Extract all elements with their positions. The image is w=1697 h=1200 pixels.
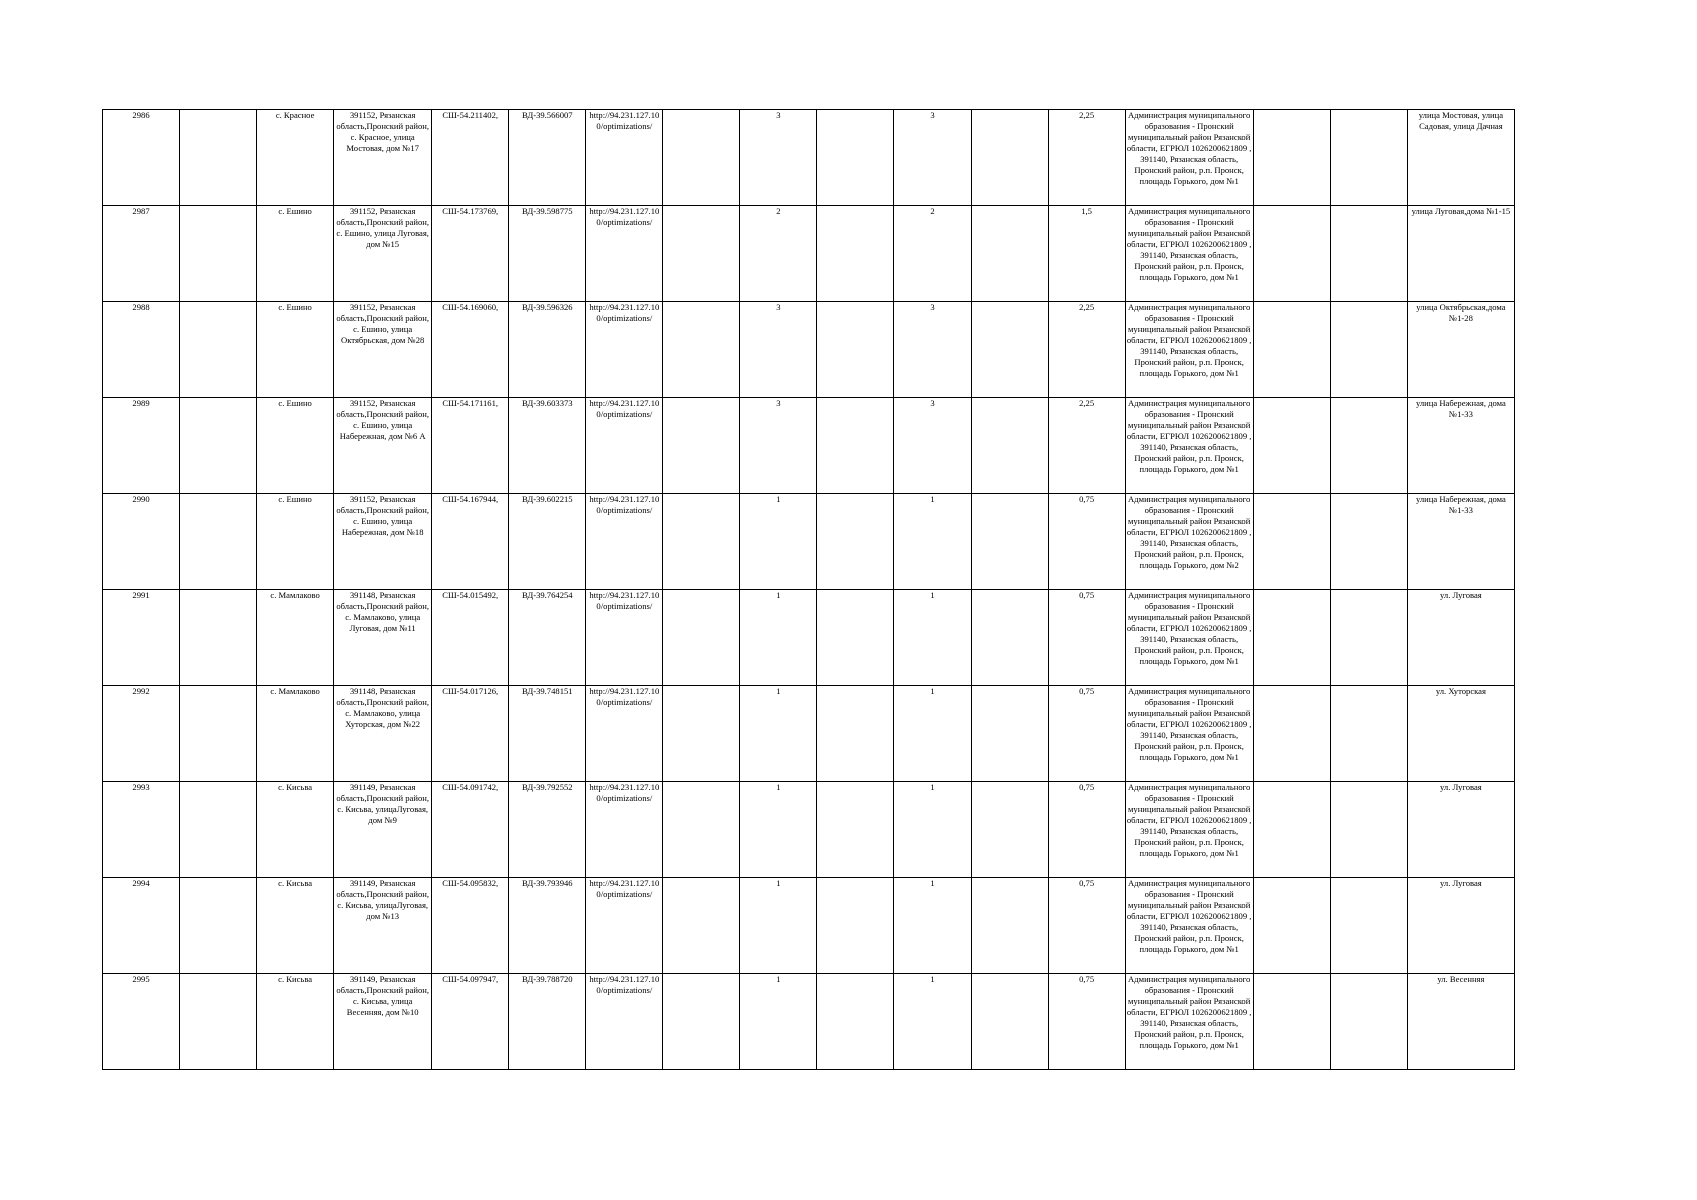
table-body <box>103 110 1515 1070</box>
map-link: http://94.231.127.10 0/optimizations/ <box>586 206 663 302</box>
empty-cell <box>817 206 894 302</box>
served-streets: ул. Весенняя <box>1407 974 1514 1070</box>
empty-cell <box>1330 974 1407 1070</box>
value-volume: 2,25 <box>1048 302 1125 398</box>
empty-cell <box>180 878 257 974</box>
map-link: http://94.231.127.10 0/optimizations/ <box>586 110 663 206</box>
empty-cell <box>1253 686 1330 782</box>
empty-cell <box>1330 590 1407 686</box>
value-count-a: 1 <box>740 686 817 782</box>
longitude: ВД-39.748151 <box>509 686 586 782</box>
table-row <box>103 494 1515 590</box>
settlement-name: с. Мамлаково <box>257 590 334 686</box>
served-streets: улица Набережная, дома №1-33 <box>1407 494 1514 590</box>
empty-cell <box>971 878 1048 974</box>
empty-cell <box>180 782 257 878</box>
table-row <box>103 974 1515 1070</box>
table-row <box>103 878 1515 974</box>
empty-cell <box>663 398 740 494</box>
settlement-name: с. Мамлаково <box>257 686 334 782</box>
empty-cell <box>971 206 1048 302</box>
table-row <box>103 206 1515 302</box>
empty-cell <box>1253 494 1330 590</box>
value-volume: 0,75 <box>1048 878 1125 974</box>
table-row <box>103 110 1515 206</box>
value-count-a: 3 <box>740 302 817 398</box>
owner-info: Администрация муниципального образования - Пронский муниципальный район Рязанской области, ЕГРЮЛ 1026200621809 , 391140, Рязанская область, Пронский район, р.п. Пронск, площадь Горького, дом №1 <box>1125 398 1253 494</box>
empty-cell <box>817 686 894 782</box>
served-streets: ул. Луговая <box>1407 782 1514 878</box>
empty-cell <box>1253 782 1330 878</box>
latitude: СШ-54.091742, <box>432 782 509 878</box>
value-count-a: 1 <box>740 590 817 686</box>
owner-info: Администрация муниципального образования - Пронский муниципальный район Рязанской области, ЕГРЮЛ 1026200621809 , 391140, Рязанская область, Пронский район, р.п. Пронск, площадь Горького, дом №1 <box>1125 206 1253 302</box>
value-count-a: 1 <box>740 782 817 878</box>
empty-cell <box>817 782 894 878</box>
served-streets: улица Мостовая, улица Садовая, улица Дачная <box>1407 110 1514 206</box>
empty-cell <box>180 494 257 590</box>
row-number: 2994 <box>103 878 180 974</box>
latitude: СШ-54.017126, <box>432 686 509 782</box>
longitude: ВД-39.793946 <box>509 878 586 974</box>
longitude: ВД-39.602215 <box>509 494 586 590</box>
empty-cell <box>1253 206 1330 302</box>
value-count-a: 1 <box>740 974 817 1070</box>
row-number: 2991 <box>103 590 180 686</box>
owner-info: Администрация муниципального образования - Пронский муниципальный район Рязанской области, ЕГРЮЛ 1026200621809 , 391140, Рязанская область, Пронский район, р.п. Пронск, площадь Горького, дом №1 <box>1125 782 1253 878</box>
value-count-b: 1 <box>894 974 971 1070</box>
empty-cell <box>971 302 1048 398</box>
empty-cell <box>663 302 740 398</box>
longitude: ВД-39.792552 <box>509 782 586 878</box>
empty-cell <box>971 110 1048 206</box>
latitude: СШ-54.211402, <box>432 110 509 206</box>
value-volume: 0,75 <box>1048 686 1125 782</box>
table-row <box>103 686 1515 782</box>
empty-cell <box>971 398 1048 494</box>
postal-address: 391148, Рязанская область,Пронский район, с. Мамлаково, улица Луговая, дом №11 <box>334 590 432 686</box>
map-link: http://94.231.127.10 0/optimizations/ <box>586 974 663 1070</box>
longitude: ВД-39.603373 <box>509 398 586 494</box>
value-count-a: 1 <box>740 878 817 974</box>
value-volume: 2,25 <box>1048 110 1125 206</box>
map-link: http://94.231.127.10 0/optimizations/ <box>586 590 663 686</box>
value-count-b: 1 <box>894 494 971 590</box>
postal-address: 391149, Рязанская область,Пронский район, с. Кисьва, улицаЛуговая, дом №9 <box>334 782 432 878</box>
empty-cell <box>180 302 257 398</box>
longitude: ВД-39.566007 <box>509 110 586 206</box>
value-volume: 0,75 <box>1048 590 1125 686</box>
settlement-name: с. Ешино <box>257 302 334 398</box>
empty-cell <box>971 590 1048 686</box>
empty-cell <box>1253 302 1330 398</box>
empty-cell <box>180 590 257 686</box>
latitude: СШ-54.095832, <box>432 878 509 974</box>
empty-cell <box>663 590 740 686</box>
latitude: СШ-54.167944, <box>432 494 509 590</box>
map-link: http://94.231.127.10 0/optimizations/ <box>586 302 663 398</box>
owner-info: Администрация муниципального образования - Пронский муниципальный район Рязанской области, ЕГРЮЛ 1026200621809 , 391140, Рязанская область, Пронский район, р.п. Пронск, площадь Горького, дом №2 <box>1125 494 1253 590</box>
empty-cell <box>971 782 1048 878</box>
empty-cell <box>1253 878 1330 974</box>
empty-cell <box>1330 494 1407 590</box>
settlement-name: с. Кисьва <box>257 878 334 974</box>
map-link: http://94.231.127.10 0/optimizations/ <box>586 398 663 494</box>
served-streets: улица Октябрьская,дома №1-28 <box>1407 302 1514 398</box>
owner-info: Администрация муниципального образования - Пронский муниципальный район Рязанской области, ЕГРЮЛ 1026200621809 , 391140, Рязанская область, Пронский район, р.п. Пронск, площадь Горького, дом №1 <box>1125 302 1253 398</box>
value-count-b: 1 <box>894 590 971 686</box>
served-streets: ул. Хуторская <box>1407 686 1514 782</box>
map-link: http://94.231.127.10 0/optimizations/ <box>586 494 663 590</box>
value-count-a: 3 <box>740 398 817 494</box>
empty-cell <box>663 206 740 302</box>
map-link: http://94.231.127.10 0/optimizations/ <box>586 878 663 974</box>
registry-table <box>102 109 1515 1070</box>
latitude: СШ-54.171161, <box>432 398 509 494</box>
value-count-a: 3 <box>740 110 817 206</box>
value-count-b: 2 <box>894 206 971 302</box>
settlement-name: с. Красное <box>257 110 334 206</box>
value-count-b: 3 <box>894 110 971 206</box>
row-number: 2992 <box>103 686 180 782</box>
empty-cell <box>971 974 1048 1070</box>
owner-info: Администрация муниципального образования - Пронский муниципальный район Рязанской области, ЕГРЮЛ 1026200621809 , 391140, Рязанская область, Пронский район, р.п. Пронск, площадь Горького, дом №1 <box>1125 686 1253 782</box>
table-row <box>103 590 1515 686</box>
empty-cell <box>180 974 257 1070</box>
empty-cell <box>663 782 740 878</box>
row-number: 2988 <box>103 302 180 398</box>
served-streets: улица Набережная, дома №1-33 <box>1407 398 1514 494</box>
row-number: 2990 <box>103 494 180 590</box>
empty-cell <box>817 590 894 686</box>
empty-cell <box>1253 110 1330 206</box>
value-volume: 1,5 <box>1048 206 1125 302</box>
empty-cell <box>1253 398 1330 494</box>
postal-address: 391152, Рязанская область,Пронский район, с. Ешино, улица Набережная, дом №6 А <box>334 398 432 494</box>
value-count-b: 1 <box>894 782 971 878</box>
map-link: http://94.231.127.10 0/optimizations/ <box>586 782 663 878</box>
empty-cell <box>663 494 740 590</box>
value-volume: 2,25 <box>1048 398 1125 494</box>
row-number: 2987 <box>103 206 180 302</box>
postal-address: 391152, Рязанская область,Пронский район, с. Ешино, улица Луговая, дом №15 <box>334 206 432 302</box>
value-count-a: 2 <box>740 206 817 302</box>
table-row <box>103 398 1515 494</box>
empty-cell <box>817 110 894 206</box>
value-count-a: 1 <box>740 494 817 590</box>
longitude: ВД-39.598775 <box>509 206 586 302</box>
empty-cell <box>1330 782 1407 878</box>
owner-info: Администрация муниципального образования - Пронский муниципальный район Рязанской области, ЕГРЮЛ 1026200621809 , 391140, Рязанская область, Пронский район, р.п. Пронск, площадь Горького, дом №1 <box>1125 974 1253 1070</box>
row-number: 2986 <box>103 110 180 206</box>
settlement-name: с. Кисьва <box>257 974 334 1070</box>
empty-cell <box>180 206 257 302</box>
value-volume: 0,75 <box>1048 782 1125 878</box>
value-count-b: 1 <box>894 878 971 974</box>
empty-cell <box>1330 302 1407 398</box>
postal-address: 391152, Рязанская область,Пронский район, с. Ешино, улица Набережная, дом №18 <box>334 494 432 590</box>
empty-cell <box>1330 110 1407 206</box>
postal-address: 391149, Рязанская область,Пронский район, с. Кисьва, улица Весенняя, дом №10 <box>334 974 432 1070</box>
empty-cell <box>1253 590 1330 686</box>
empty-cell <box>817 494 894 590</box>
value-volume: 0,75 <box>1048 494 1125 590</box>
empty-cell <box>971 686 1048 782</box>
latitude: СШ-54.015492, <box>432 590 509 686</box>
table-row <box>103 782 1515 878</box>
value-count-b: 1 <box>894 686 971 782</box>
postal-address: 391152, Рязанская область,Пронский район, с. Красное, улица Мостовая, дом №17 <box>334 110 432 206</box>
empty-cell <box>663 110 740 206</box>
settlement-name: с. Ешино <box>257 206 334 302</box>
empty-cell <box>180 686 257 782</box>
row-number: 2995 <box>103 974 180 1070</box>
owner-info: Администрация муниципального образования - Пронский муниципальный район Рязанской области, ЕГРЮЛ 1026200621809 , 391140, Рязанская область, Пронский район, р.п. Пронск, площадь Горького, дом №1 <box>1125 590 1253 686</box>
latitude: СШ-54.173769, <box>432 206 509 302</box>
settlement-name: с. Кисьва <box>257 782 334 878</box>
postal-address: 391148, Рязанская область,Пронский район, с. Мамлаково, улица Хуторская, дом №22 <box>334 686 432 782</box>
postal-address: 391152, Рязанская область,Пронский район, с. Ешино, улица Октябрьская, дом №28 <box>334 302 432 398</box>
empty-cell <box>1253 974 1330 1070</box>
postal-address: 391149, Рязанская область,Пронский район, с. Кисьва, улицаЛуговая, дом №13 <box>334 878 432 974</box>
empty-cell <box>817 398 894 494</box>
empty-cell <box>817 878 894 974</box>
owner-info: Администрация муниципального образования - Пронский муниципальный район Рязанской области, ЕГРЮЛ 1026200621809 , 391140, Рязанская область, Пронский район, р.п. Пронск, площадь Горького, дом №1 <box>1125 878 1253 974</box>
empty-cell <box>663 878 740 974</box>
longitude: ВД-39.764254 <box>509 590 586 686</box>
row-number: 2993 <box>103 782 180 878</box>
settlement-name: с. Ешино <box>257 494 334 590</box>
latitude: СШ-54.169060, <box>432 302 509 398</box>
row-number: 2989 <box>103 398 180 494</box>
empty-cell <box>180 398 257 494</box>
empty-cell <box>663 974 740 1070</box>
empty-cell <box>971 494 1048 590</box>
empty-cell <box>663 686 740 782</box>
served-streets: ул. Луговая <box>1407 590 1514 686</box>
empty-cell <box>1330 206 1407 302</box>
value-volume: 0,75 <box>1048 974 1125 1070</box>
served-streets: улица Луговая,дома №1-15 <box>1407 206 1514 302</box>
map-link: http://94.231.127.10 0/optimizations/ <box>586 686 663 782</box>
value-count-b: 3 <box>894 398 971 494</box>
empty-cell <box>817 974 894 1070</box>
settlement-name: с. Ешино <box>257 398 334 494</box>
owner-info: Администрация муниципального образования - Пронский муниципальный район Рязанской области, ЕГРЮЛ 1026200621809 , 391140, Рязанская область, Пронский район, р.п. Пронск, площадь Горького, дом №1 <box>1125 110 1253 206</box>
longitude: ВД-39.788720 <box>509 974 586 1070</box>
empty-cell <box>1330 686 1407 782</box>
empty-cell <box>180 110 257 206</box>
served-streets: ул. Луговая <box>1407 878 1514 974</box>
empty-cell <box>1330 398 1407 494</box>
value-count-b: 3 <box>894 302 971 398</box>
table-row <box>103 302 1515 398</box>
longitude: ВД-39.596326 <box>509 302 586 398</box>
empty-cell <box>1330 878 1407 974</box>
empty-cell <box>817 302 894 398</box>
latitude: СШ-54.097947, <box>432 974 509 1070</box>
